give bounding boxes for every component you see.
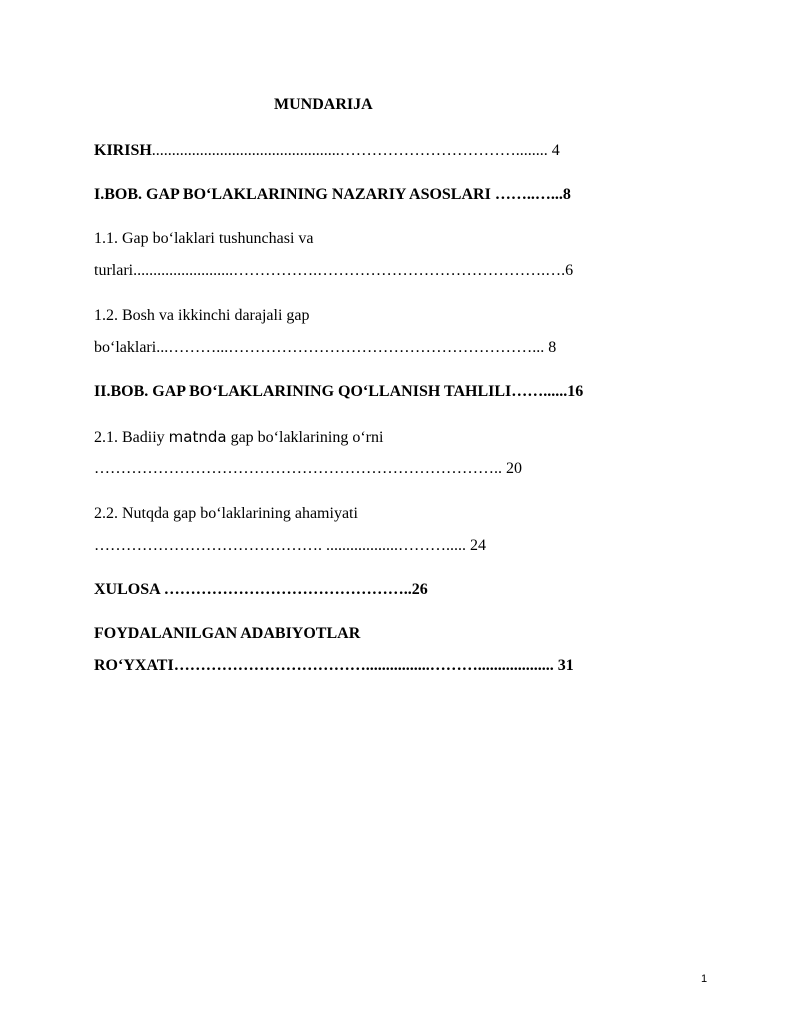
- toc-entry-section-1-1: [94, 262, 573, 280]
- document-title: MUNDARIJA: [274, 96, 373, 113]
- toc-section-2-2-page: 24: [470, 537, 486, 554]
- toc-section-2-1-page: 20: [506, 460, 522, 477]
- toc-entry-chapter-1: [94, 186, 571, 204]
- toc-section-2-1-line1: [94, 428, 383, 447]
- toc-entry-section-1-2: [94, 339, 556, 357]
- toc-chapter-2-page: 16: [567, 383, 584, 400]
- toc-section-2-1-word: matnda: [168, 428, 227, 446]
- toc-entry-xulosa: [94, 581, 428, 599]
- toc-xulosa-label: XULOSA ………………………………………..: [94, 581, 412, 598]
- toc-references-line2: RO‘YXATI………………………………................………...................: [94, 657, 558, 674]
- toc-entry-kirish: [94, 142, 560, 160]
- toc-section-2-1-text-a: 2.1. Badiiy: [94, 429, 169, 446]
- toc-section-2-2-line1: 2.2. Nutqda gap bo‘laklarining ahamiyati: [94, 505, 358, 522]
- toc-section-1-2-line1: 1.2. Bosh va ikkinchi darajali gap: [94, 307, 310, 324]
- toc-entry-section-2-2: [94, 537, 486, 555]
- toc-section-1-2-line2: bo‘laklari...………...…………………………………………………...: [94, 339, 549, 356]
- toc-section-1-1-line2: turlari.........................…………….…………………………………….….: [94, 262, 566, 279]
- toc-entry-chapter-2: [94, 383, 583, 401]
- footer-page-number: 1: [701, 973, 708, 985]
- toc-kirish-leader: ...............................................……………………………........: [151, 142, 552, 159]
- toc-section-1-2-page: 8: [548, 339, 557, 356]
- toc-section-2-2-line2: ……………………………………. ..................……….....: [94, 537, 470, 554]
- toc-entry-section-2-1: [94, 460, 522, 478]
- toc-entry-references: [94, 657, 574, 675]
- toc-chapter-1-label: I.BOB. GAP BO‘LAKLARINING NAZARIY ASOSLARI ……..…...: [94, 186, 563, 203]
- toc-section-2-1-line2: …………………………………………………………………..: [94, 460, 506, 477]
- toc-kirish-label: KIRISH: [94, 142, 152, 159]
- toc-section-1-1-page: 6: [565, 262, 574, 279]
- toc-section-2-1-text-b: gap bo‘laklarining o‘rni: [226, 429, 384, 446]
- toc-references-page: 31: [557, 657, 574, 674]
- toc-section-1-1-line1: 1.1. Gap bo‘laklari tushunchasi va: [94, 230, 314, 247]
- toc-kirish-page: 4: [551, 142, 560, 159]
- toc-chapter-2-label: II.BOB. GAP BO‘LAKLARINING QO‘LLANISH TAHLILI……......: [94, 383, 568, 400]
- toc-references-line1: FOYDALANILGAN ADABIYOTLAR: [94, 625, 361, 642]
- toc-chapter-1-page: 8: [562, 186, 571, 203]
- toc-xulosa-page: 26: [411, 581, 428, 598]
